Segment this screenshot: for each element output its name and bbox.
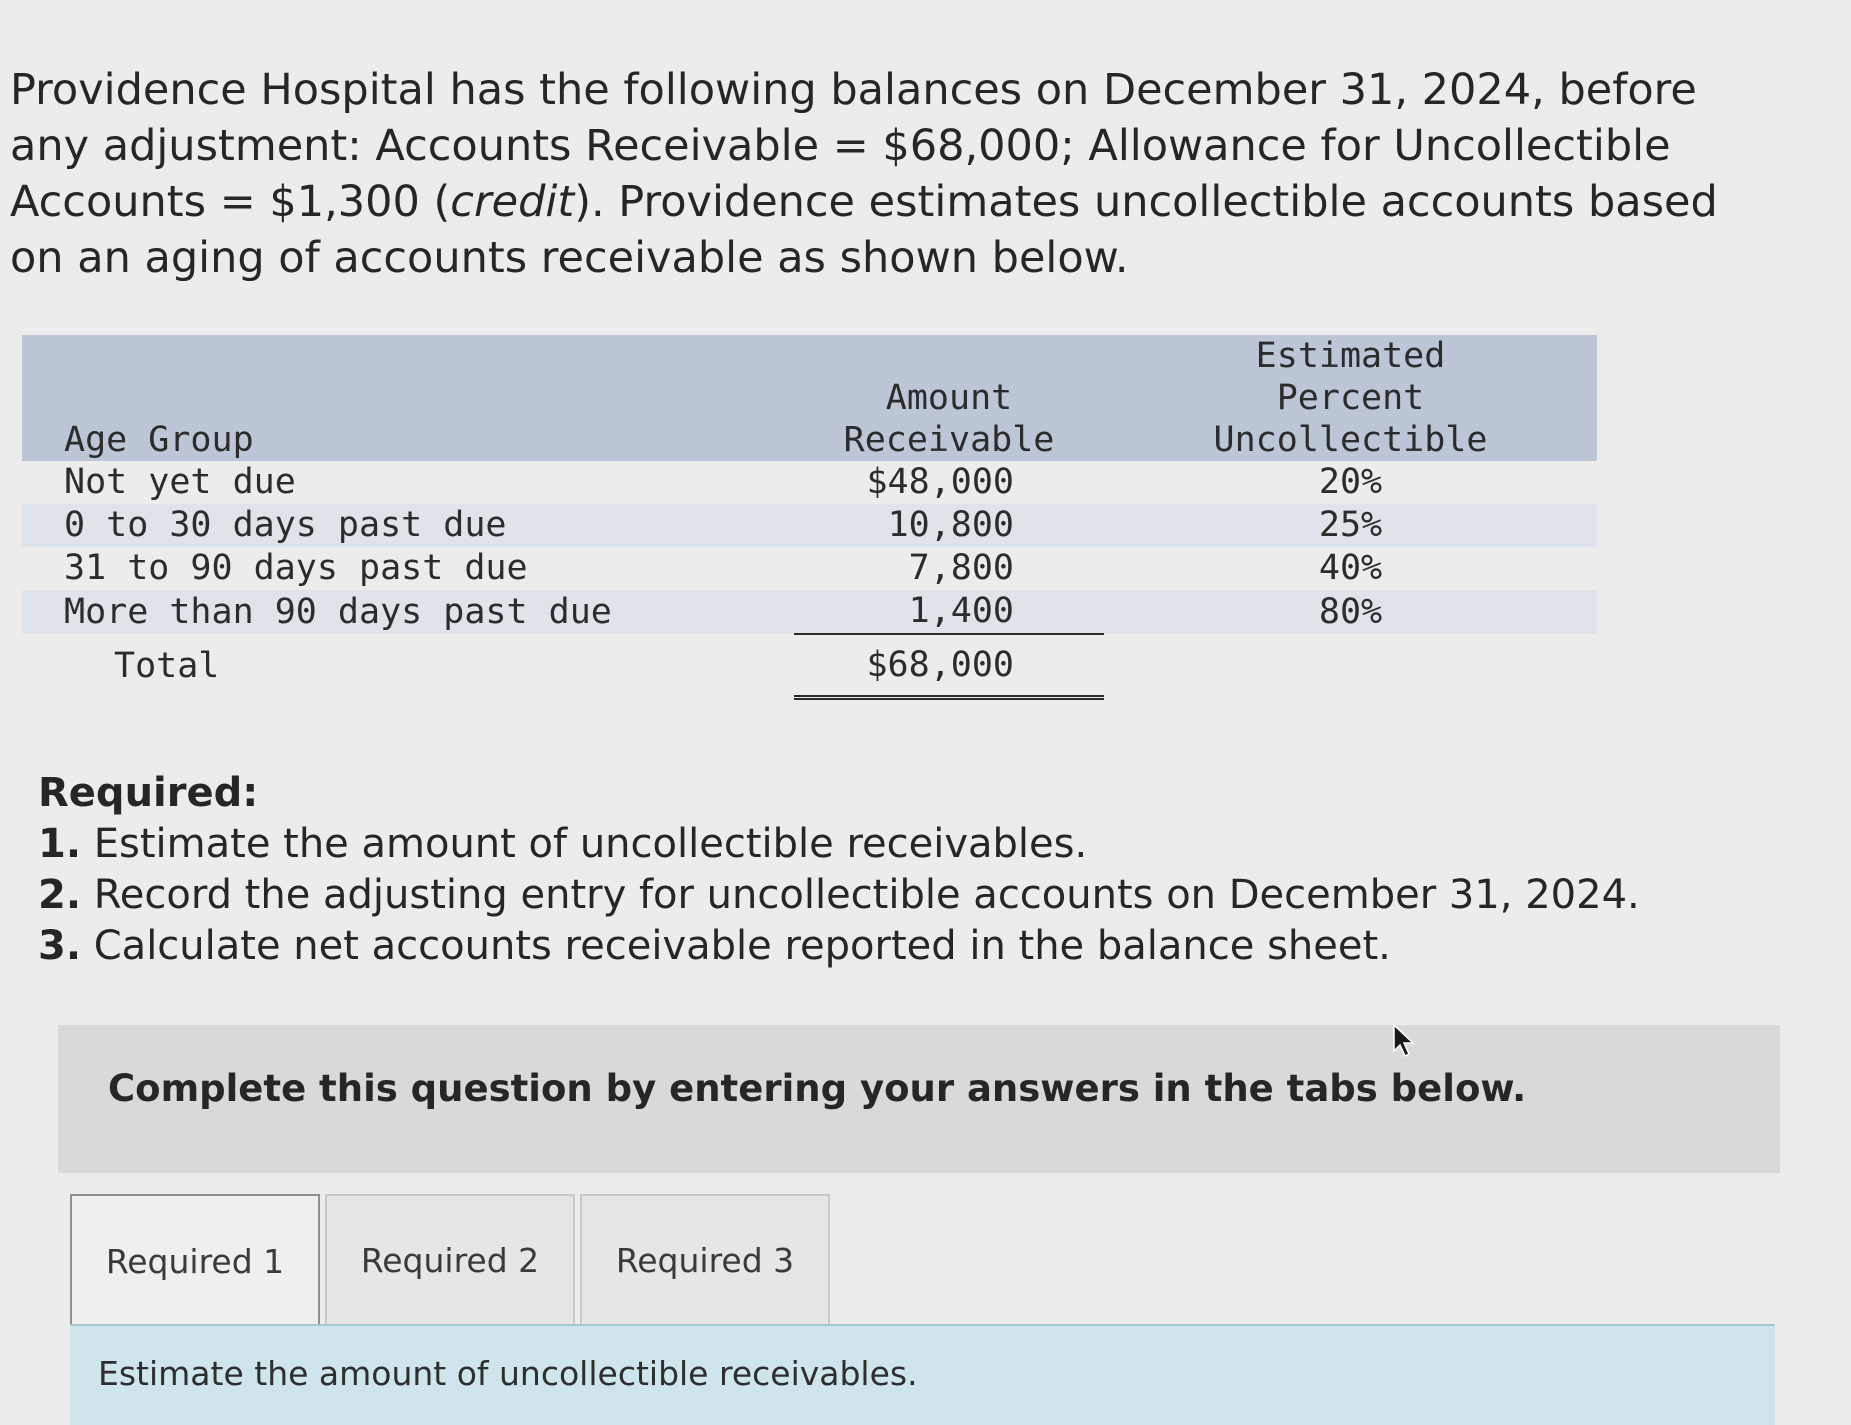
table-row <box>22 504 1597 547</box>
header-estimated-percent: Estimated Percent Uncollectible <box>1104 335 1597 461</box>
percent-cell: 80% <box>1104 590 1597 634</box>
age-cell: 31 to 90 days past due <box>64 548 528 588</box>
problem-statement-text-2: ). Providence estimates uncollectible accounts based on an aging of accounts receivable as shown below. <box>10 177 1718 283</box>
list-item <box>38 921 1640 972</box>
tab-required-3[interactable]: Required 3 <box>580 1194 830 1324</box>
aging-table <box>22 335 1597 700</box>
percent-cell: 25% <box>1104 504 1597 547</box>
percent-cell: 20% <box>1318 462 1383 502</box>
item-number: 3. <box>38 923 82 969</box>
instruction-text: Complete this question by entering your answers in the tabs below. <box>108 1067 1527 1110</box>
total-amount: $68,000 <box>794 634 1104 698</box>
list-item <box>38 819 1640 870</box>
item-text: Estimate the amount of uncollectible receivables. <box>93 821 1088 867</box>
required-tabs <box>70 1194 835 1324</box>
item-text: Calculate net accounts receivable reported in the balance sheet. <box>93 923 1391 969</box>
problem-statement-text-1: Providence Hospital has the following balances on December 31, 2024, before any adjustment: Accounts Receivable = $68,000; Allowance for Uncollectible Accounts = $1,300 ( <box>10 65 1697 227</box>
age-cell: More than 90 days past due <box>22 590 794 634</box>
problem-statement <box>10 62 1750 286</box>
tab-panel-instruction: Estimate the amount of uncollectible receivables. <box>98 1354 918 1393</box>
required-title: Required: <box>38 770 259 816</box>
header-amount-receivable: Amount Receivable <box>794 335 1104 461</box>
age-cell: Not yet due <box>64 462 296 502</box>
mouse-pointer-icon <box>1392 1023 1416 1059</box>
age-cell: 0 to 30 days past due <box>22 504 794 547</box>
item-number: 1. <box>38 821 82 867</box>
item-text: Record the adjusting entry for uncollectible accounts on December 31, 2024. <box>93 872 1640 918</box>
total-percent-empty <box>1104 634 1597 698</box>
tab-panel <box>70 1324 1775 1425</box>
item-number: 2. <box>38 872 82 918</box>
amount-cell: $48,000 <box>866 462 1014 502</box>
list-item <box>38 870 1640 921</box>
total-label: Total <box>114 645 220 686</box>
table-row <box>22 461 1597 504</box>
credit-word: credit <box>450 177 575 227</box>
required-list <box>38 819 1640 972</box>
table-row <box>22 547 1597 590</box>
tab-required-1[interactable]: Required 1 <box>70 1194 320 1326</box>
percent-cell: 40% <box>1318 548 1383 588</box>
table-row <box>22 590 1597 634</box>
amount-cell: 1,400 <box>794 590 1104 634</box>
aging-table-header-row <box>22 335 1597 461</box>
amount-cell: 7,800 <box>908 548 1014 588</box>
total-row <box>22 634 1597 698</box>
amount-cell: 10,800 <box>794 504 1104 547</box>
required-section <box>38 768 1640 972</box>
tab-required-2[interactable]: Required 2 <box>325 1194 575 1324</box>
header-age-group: Age Group <box>22 335 794 461</box>
instruction-banner <box>58 1025 1780 1173</box>
